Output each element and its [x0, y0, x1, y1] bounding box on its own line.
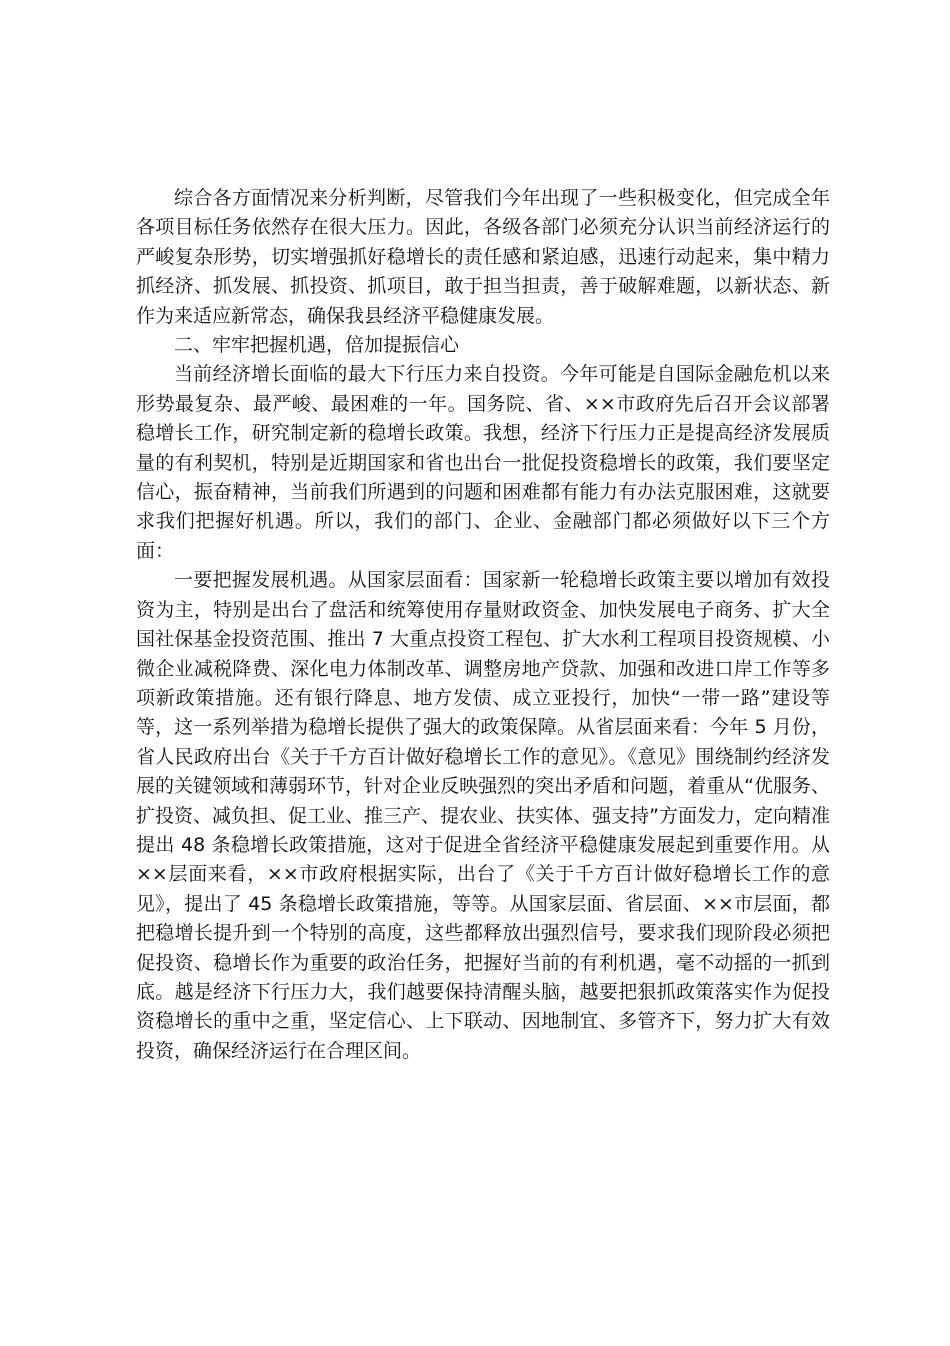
document-body [136, 184, 830, 1066]
paragraph-development-opportunity: 一要把握发展机遇。从国家层面看：国家新一轮稳增长政策主要以增加有效投资为主，特别是出台了盘活和统筹使用存量财政资金、加快发展电子商务、扩大全国社保基金投资范围、推出 7 大重点投资工程包、扩大水利工程项目投资规模、小微企业减税降费、深化电力体制改革、调整房地产贷款、加强和改进口岸工作等多项新政策措施。还有银行降息、地方发债、成立亚投行，加快“一带一路”建设等等，这一系列举措为稳增长提供了强大的政策保障。从省层面来看：今年 5 月份，省人民政府出台《关于千方百计做好稳增长工作的意见》。《意见》围绕制约经济发展的关键领域和薄弱环节，针对企业反映强烈的突出矛盾和问题，着重从“优服务、扩投资、减负担、促工业、推三产、提农业、扶实体、强支持”方面发力，定向精准提出 48 条稳增长政策措施，这对于促进全省经济平稳健康发展起到重要作用。从××层面来看，××市政府根据实际，出台了《关于千方百计做好稳增长工作的意见》，提出了 45 条稳增长政策措施，等等。从国家层面、省层面、××市层面，都把稳增长提升到一个特别的高度，这些都释放出强烈信号，要求我们现阶段必须把促投资、稳增长作为重要的政治任务，把握好当前的有利机遇，毫不动摇的一抓到底。越是经济下行压力大，我们越要保持清醒头脑，越要把狠抓政策落实作为促投资稳增长的重中之重，坚定信心、上下联动、因地制宜、多管齐下，努力扩大有效投资，确保经济运行在合理区间。 [136, 569, 830, 1062]
paragraph-intro: 综合各方面情况来分析判断，尽管我们今年出现了一些积极变化，但完成全年各项目标任务依然存在很大压力。因此，各级各部门必须充分认识当前经济运行的严峻复杂形势，切实增强抓好稳增长的责任感和紧迫感，迅速行动起来，集中精力抓经济、抓发展、抓投资、抓项目，敢于担当担责，善于破解难题，以新状态、新作为来适应新常态，确保我县经济平稳健康发展。 [136, 187, 830, 327]
section-heading: 二、牢牢把握机遇，倍加提振信心 [174, 334, 460, 357]
paragraph-investment-pressure: 当前经济增长面临的最大下行压力来自投资。今年可能是自国际金融危机以来形势最复杂、最严峻、最困难的一年。国务院、省、××市政府先后召开会议部署稳增长工作，研究制定新的稳增长政策。我想，经济下行压力正是提高经济发展质量的有利契机，特别是近期国家和省也出台一批促投资稳增长的政策，我们要坚定信心，振奋精神，当前我们所遇到的问题和困难都有能力有办法克服困难，这就要求我们把握好机遇。所以，我们的部门、企业、金融部门都必须做好以下三个方面： [136, 363, 830, 562]
